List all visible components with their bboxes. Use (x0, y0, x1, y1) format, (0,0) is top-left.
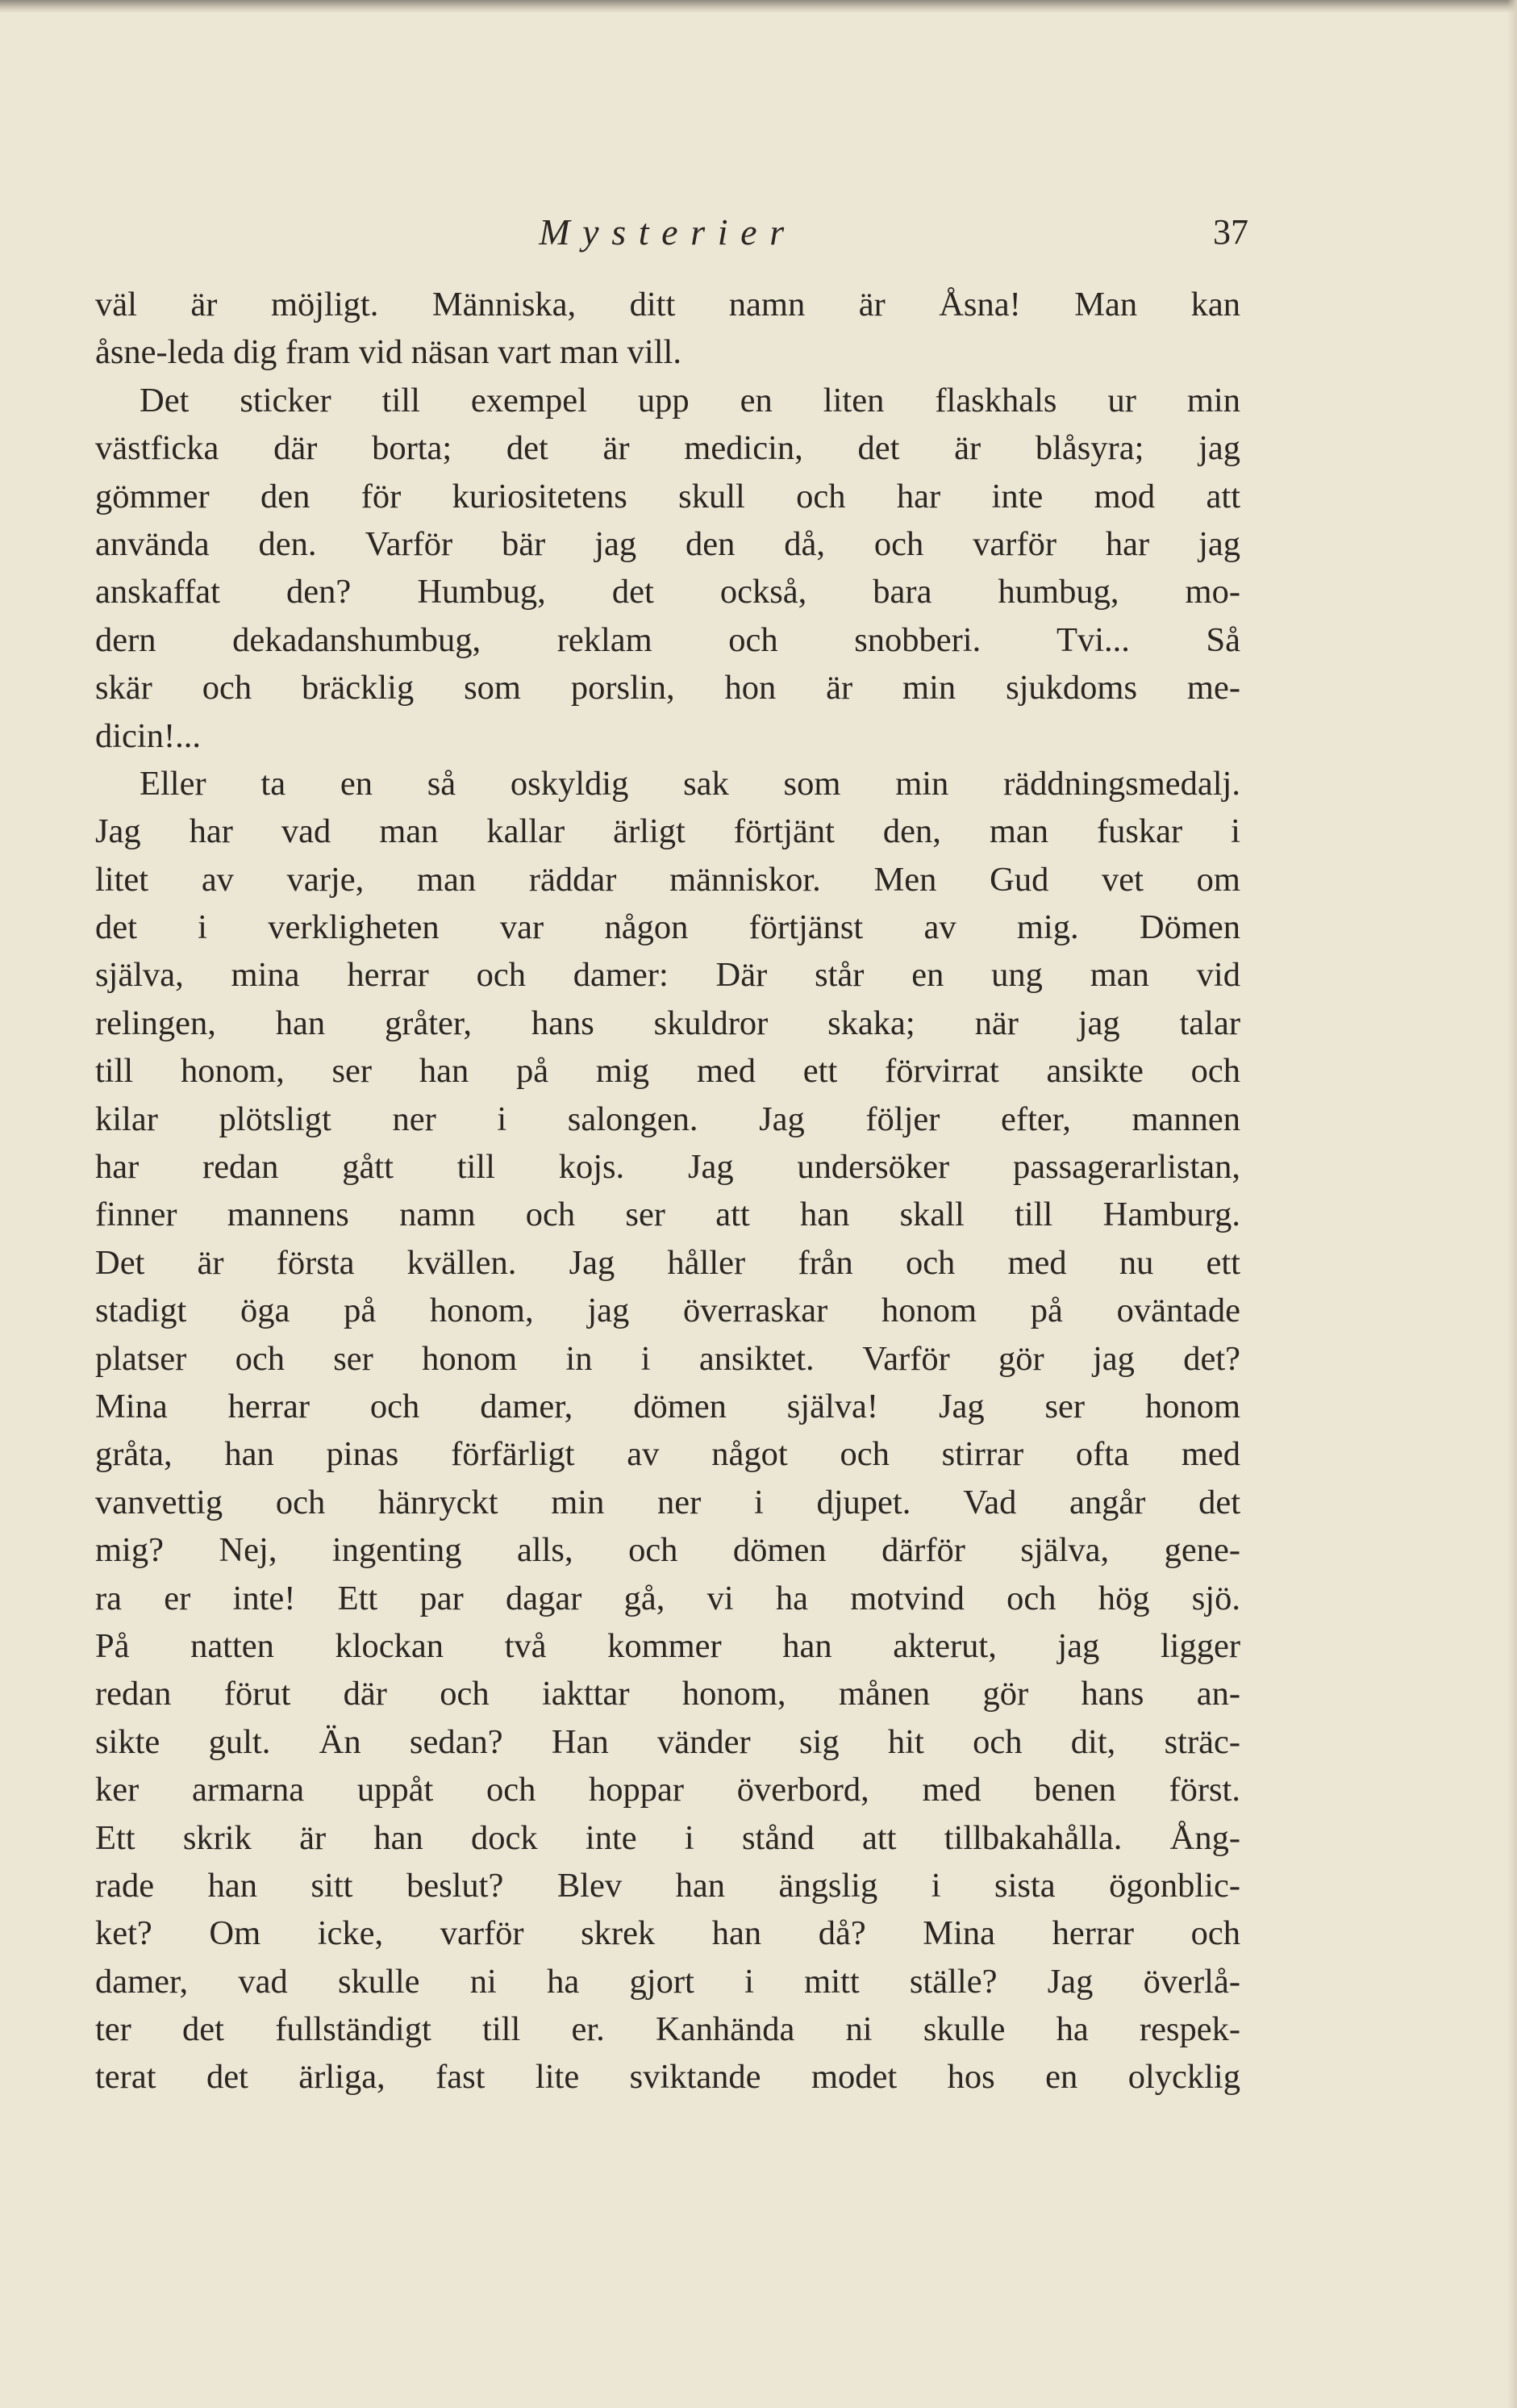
text-line: Ett skrik är han dock inte i stånd att tillbakahålla. Ång- (95, 1818, 1240, 1857)
text-line: ter det fullständigt till er. Kanhända ni skulle ha respek- (95, 2010, 1240, 2049)
text-line: väl är möjligt. Människa, ditt namn är Åsna! Man kan (95, 286, 1240, 323)
text-line: kilar plötsligt ner i salongen. Jag följer efter, mannen (95, 1100, 1240, 1138)
text-line: relingen, han gråter, hans skuldror skaka; när jag talar (95, 1004, 1240, 1042)
text-line: har redan gått till kojs. Jag undersöker passagerarlistan, (95, 1148, 1240, 1187)
text-line: vanvettig och hänryckt min ner i djupet. Vad angår det (95, 1483, 1240, 1521)
page-header (95, 208, 1248, 257)
text-line: själva, mina herrar och damer: Där står en ung man vid (95, 956, 1240, 995)
text-line: västficka där borta; det är medicin, det är blåsyra; jag (95, 429, 1240, 468)
page-edge-right (1507, 0, 1517, 2408)
text-line: använda den. Varför bär jag den då, och varför har jag (95, 524, 1240, 563)
text-line: åsne-leda dig fram vid näsan vart man vill. (95, 333, 681, 372)
text-line: terat det ärliga, fast lite sviktande modet hos en olycklig (95, 2058, 1240, 2097)
text-line: anskaffat den? Humbug, det också, bara humbug, mo- (95, 573, 1240, 611)
text-line: till honom, ser han på mig med ett förvirrat ansikte och (95, 1052, 1240, 1091)
text-line: litet av varje, man räddar människor. Men Gud vet om (95, 860, 1240, 899)
text-line: platser och ser honom in i ansiktet. Varför gör jag det? (95, 1339, 1240, 1378)
text-line: dern dekadanshumbug, reklam och snobberi. Tvi... Så (95, 620, 1240, 659)
text-line: Jag har vad man kallar ärligt förtjänt den, man fuskar i (95, 812, 1240, 851)
text-line: finner mannens namn och ser att han skall till Hamburg. (95, 1196, 1240, 1234)
text-line: sikte gult. Än sedan? Han vänder sig hit och dit, sträc- (95, 1722, 1240, 1761)
text-line: ra er inte! Ett par dagar gå, vi ha motvind och hög sjö. (95, 1579, 1240, 1617)
text-line: Mina herrar och damer, dömen själva! Jag ser honom (95, 1387, 1240, 1425)
text-line: ket? Om icke, varför skrek han då? Mina herrar och (95, 1914, 1240, 1953)
text-line: Eller ta en så oskyldig sak som min räddningsmedalj. (140, 764, 1240, 803)
text-line: redan förut där och iakttar honom, månen gör hans an- (95, 1675, 1240, 1713)
text-line: gömmer den för kuriositetens skull och har inte mod att (95, 477, 1240, 515)
text-line: dicin!... (95, 716, 202, 755)
text-line: gråta, han pinas förfärligt av något och stirrar ofta med (95, 1435, 1240, 1474)
running-title: Mysterier (539, 211, 797, 252)
page-number: 37 (1213, 212, 1248, 252)
body-text (95, 281, 1240, 2101)
text-line: rade han sitt beslut? Blev han ängslig i sista ögonblic- (95, 1866, 1240, 1905)
text-line: Det sticker till exempel upp en liten flaskhals ur min (140, 381, 1240, 419)
text-line: stadigt öga på honom, jag överraskar honom på oväntade (95, 1292, 1240, 1330)
text-line: skär och bräcklig som porslin, hon är min sjukdoms me- (95, 669, 1240, 707)
text-line: det i verkligheten var någon förtjänst av mig. Dömen (95, 908, 1240, 947)
page-edge-shadow (0, 0, 1517, 13)
text-line: damer, vad skulle ni ha gjort i mitt ställe? Jag överlå- (95, 1962, 1240, 2001)
text-line: På natten klockan två kommer han akterut, jag ligger (95, 1626, 1240, 1665)
text-line: Det är första kvällen. Jag håller från och med nu ett (95, 1243, 1240, 1282)
text-line: ker armarna uppåt och hoppar överbord, med benen först. (95, 1771, 1240, 1809)
text-line: mig? Nej, ingenting alls, och dömen därför själva, gene- (95, 1531, 1240, 1570)
